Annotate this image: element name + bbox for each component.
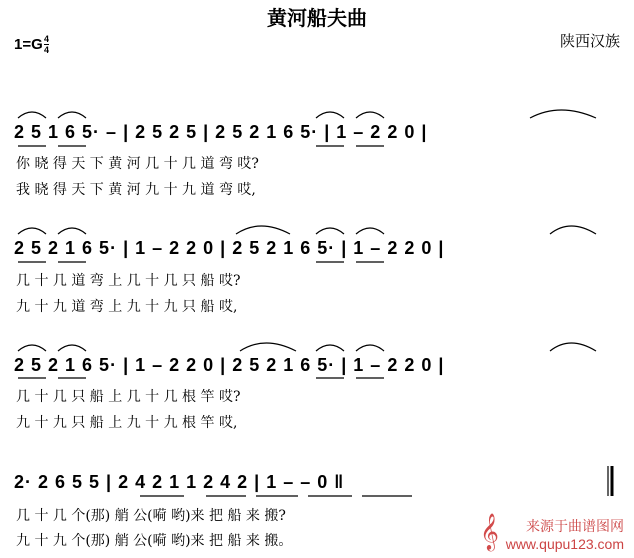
lyrics-line-1-verse-2: 我 晓 得 天 下 黄 河 九 十 九 道 弯 哎, [16, 182, 256, 198]
lyrics-line-4-verse-1: 几 十 几 个(那) 艄 公(嗬 哟)来 把 船 来 搬? [16, 508, 286, 524]
lyrics-line-1-verse-1: 你 晓 得 天 下 黄 河 几 十 几 道 弯 哎? [16, 156, 259, 172]
meter-bottom: 4 [44, 45, 50, 55]
watermark-line-2: www.qupu123.com [505, 536, 624, 552]
lyrics-line-2-verse-1: 几 十 几 道 弯 上 几 十 几 只 船 哎? [16, 273, 241, 289]
page-title: 黄河船夫曲 [267, 6, 367, 30]
notation-line-3: 2 5 2 1 6 5· | 1 – 2 2 0 | 2 5 2 1 6 5· | 1 – 2 2 0 | [14, 355, 445, 375]
lyrics-line-3-verse-2: 九 十 九 只 船 上 九 十 九 根 竿 哎, [16, 415, 238, 431]
song-origin: 陕西汉族 [559, 32, 620, 50]
lyrics-line-2-verse-2: 九 十 九 道 弯 上 九 十 九 只 船 哎, [16, 299, 238, 315]
notation-line-2: 2 5 2 1 6 5· | 1 – 2 2 0 | 2 5 2 1 6 5· | 1 – 2 2 0 | [14, 238, 445, 258]
notation-line-1: 2 5 1 6 5· – | 2 5 2 5 | 2 5 2 1 6 5· | 1 – 2 2 0 | [14, 122, 428, 142]
notation-line-4: 2· 2 6 5 5 | 2 4 2 1 1 2 4 2 | 1 – – 0 ‖ [14, 472, 345, 492]
treble-clef-logo: 𝄞 [480, 512, 499, 550]
lyrics-line-4-verse-2: 九 十 九 个(那) 艄 公(嗬 哟)来 把 船 来 搬。 [16, 533, 293, 549]
key-signature: 1=G [14, 36, 43, 53]
meter-top: 4 [44, 34, 50, 44]
lyrics-line-3-verse-1: 几 十 几 只 船 上 几 十 几 根 竿 哎? [16, 389, 241, 405]
watermark-line-1: 来源于曲谱图网 [526, 518, 624, 534]
